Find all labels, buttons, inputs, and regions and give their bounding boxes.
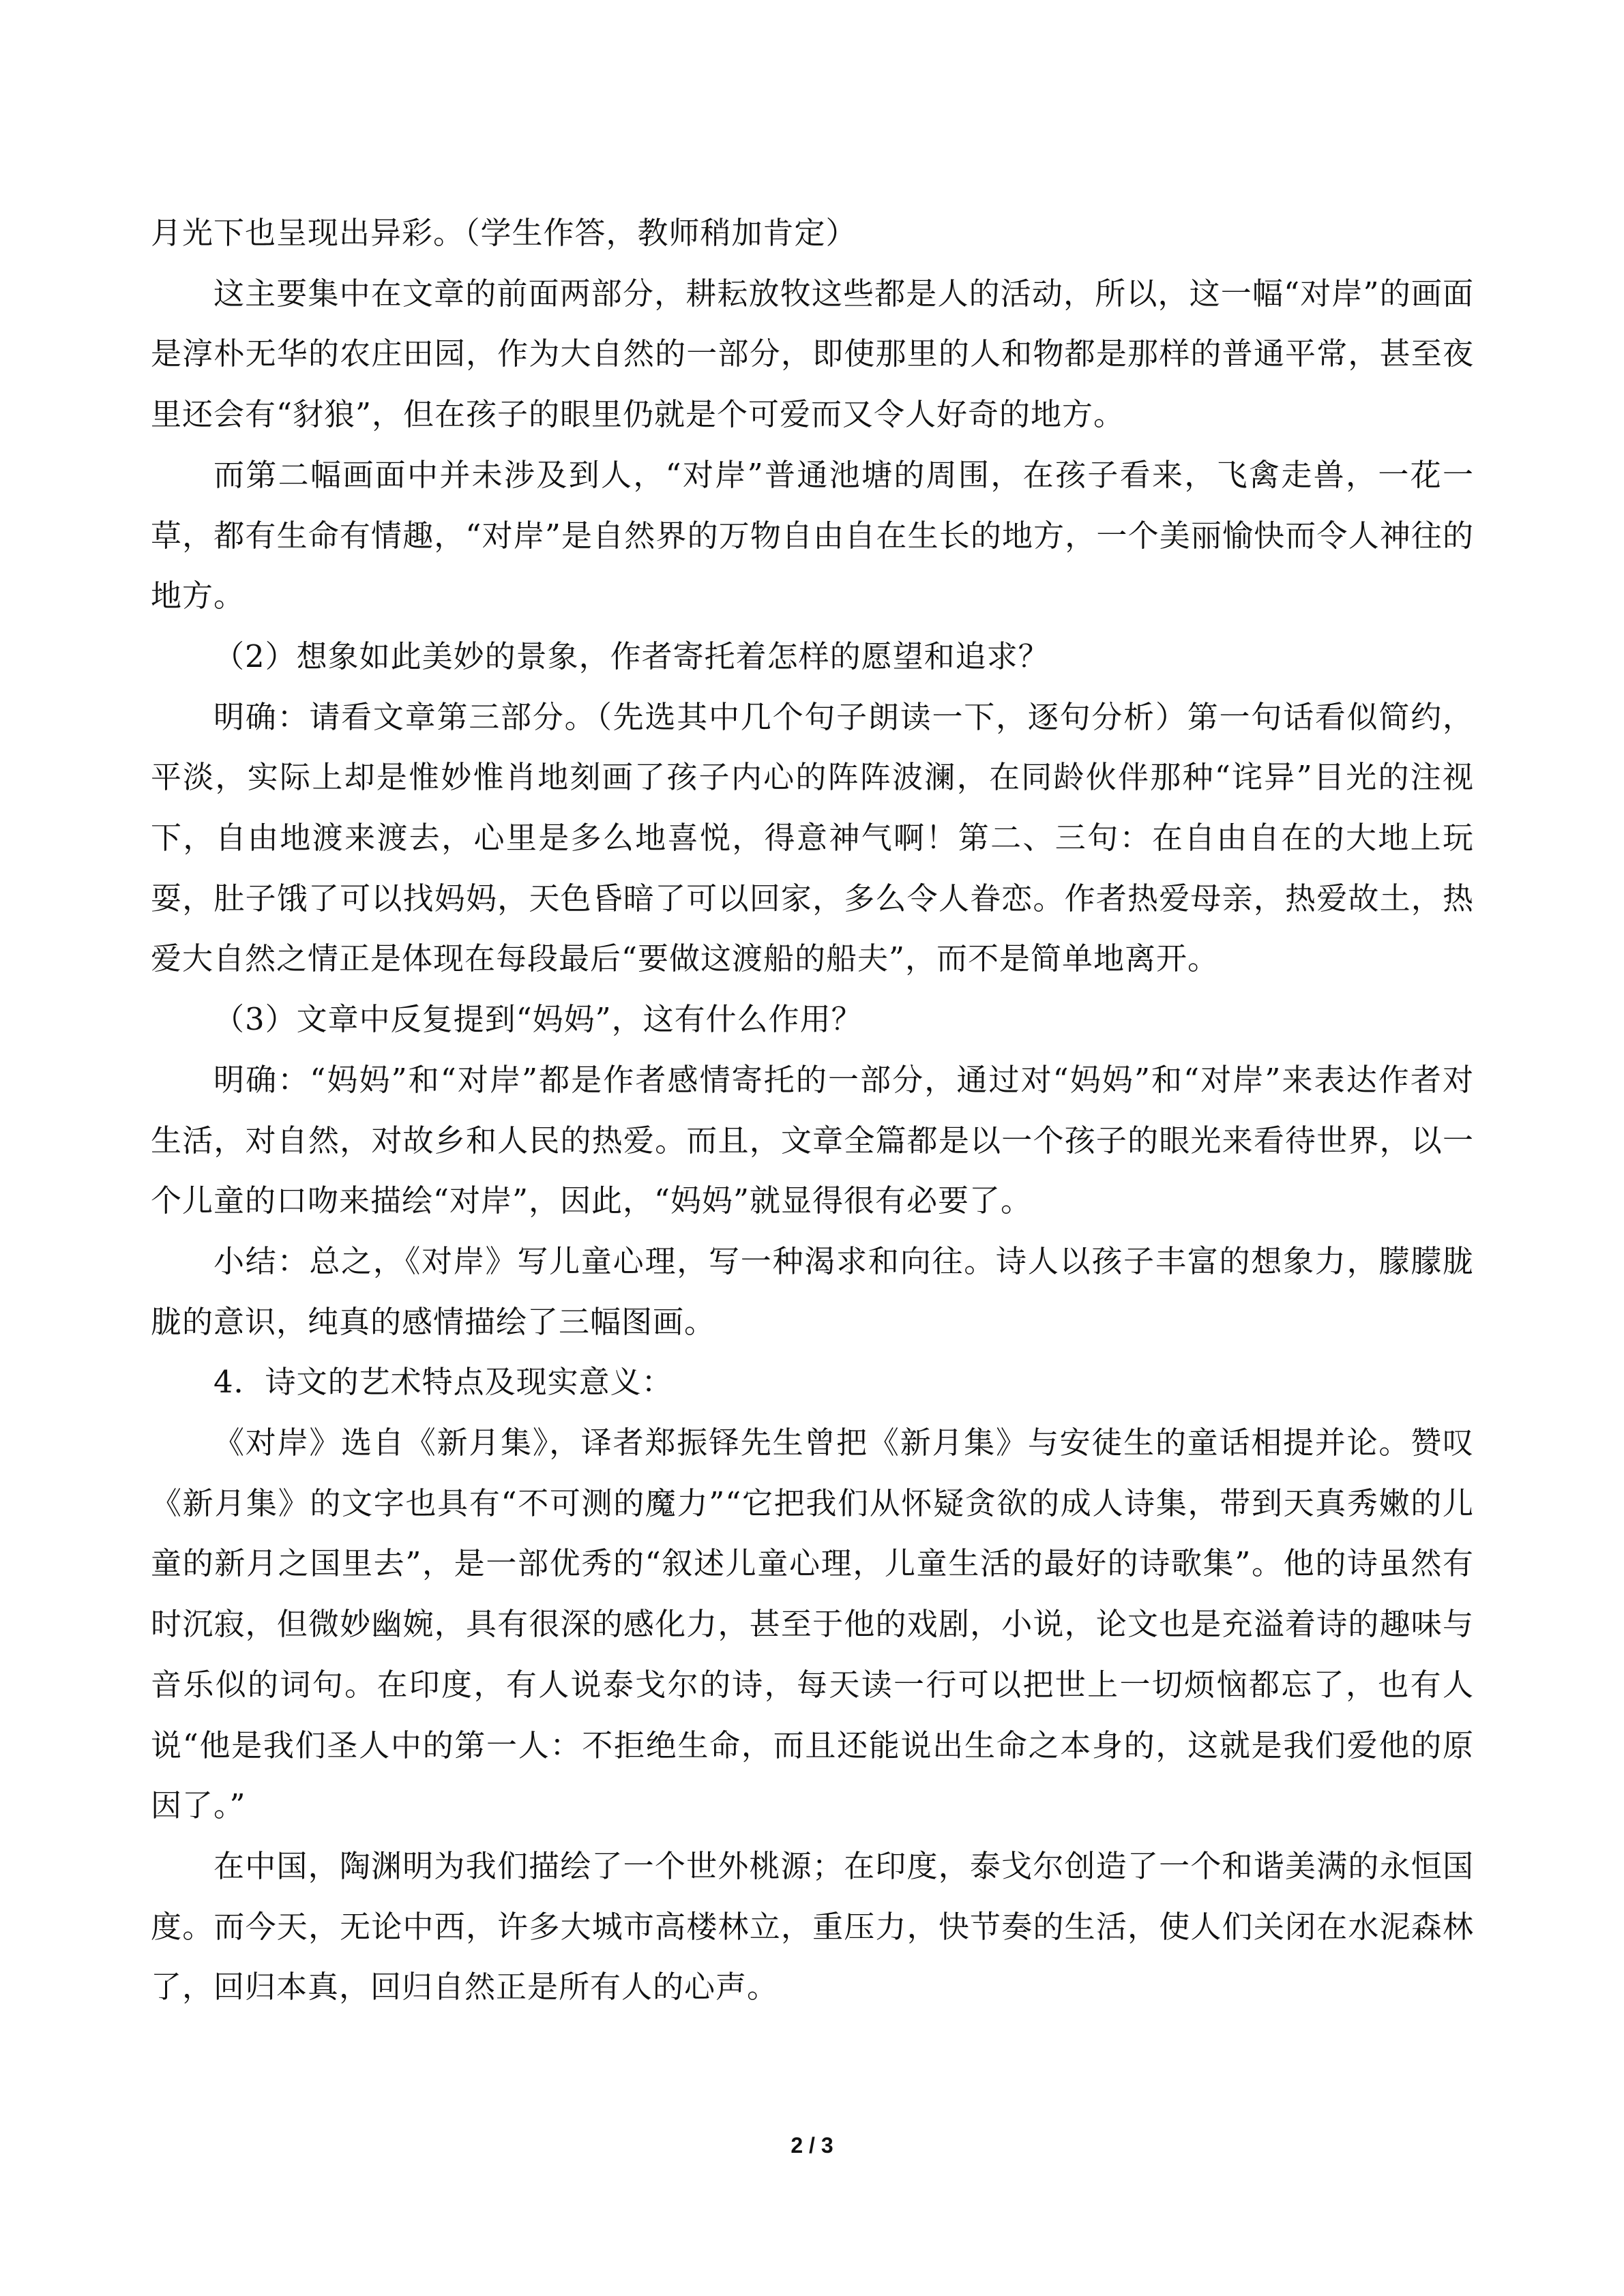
answer-3: 明确：“妈妈”和“对岸”都是作者感情寄托的一部分，通过对“妈妈”和“对岸”来表达作者对生活，对自然，对故乡和人民的热爱。而且，文章全篇都是以一个孩子的眼光来看待世界，以一个儿童的口吻来描绘“对岸”，因此，“妈妈”就显得很有必要了。 [151,1061,1474,1219]
question-3: （3）文章中反复提到“妈妈”，这有什么作用？ [213,1001,863,1038]
answer-2: 明确：请看文章第三部分。（先选其中几个句子朗读一下，逐句分析）第一句话看似简约，平淡，实际上却是惟妙惟肖地刻画了孩子内心的阵阵波澜，在同龄伙伴那种“诧异”目光的注视下，自由地渡来渡去，心里是多么地喜悦，得意神气啊！第二、三句：在自由自在的大地上玩耍，肚子饿了可以找妈妈，天色昏暗了可以回家，多么令人眷恋。作者热爱母亲，热爱故土，热爱大自然之情正是体现在每段最后“要做这渡船的船夫”，而不是简单地离开。 [151,698,1474,977]
section-heading-4: 4．诗文的艺术特点及现实意义： [213,1364,673,1401]
summary-paragraph: 小结：总之，《对岸》写儿童心理，写一种渴求和向往。诗人以孩子丰富的想象力，朦朦胧胧的意识，纯真的感情描绘了三幅图画。 [151,1242,1474,1340]
paragraph-crescent-moon: 《对岸》选自《新月集》，译者郑振铎先生曾把《新月集》与安徒生的童话相提并论。赞叹《新月集》的文字也具有“不可测的魔力”“它把我们从怀疑贪欲的成人诗集，带到天真秀嫩的儿童的新月之国里去”，是一部优秀的“叙述儿童心理，儿童生活的最好的诗歌集”。他的诗虽然有时沉寂，但微妙幽婉，具有很深的感化力，甚至于他的戏剧，小说，论文也是充溢着诗的趣味与音乐似的词句。在印度，有人说泰戈尔的诗，每天读一行可以把世上一切烦恼都忘了，也有人说“他是我们圣人中的第一人：不拒绝生命，而且还能说出生命之本身的，这就是我们爱他的原因了。” [151,1425,1474,1824]
question-2: （2）想象如此美妙的景象，作者寄托着怎样的愿望和追求？ [213,638,1050,674]
paragraph-continuation: 月光下也呈现出异彩。（学生作答，教师稍加肯定） [151,215,857,251]
body-text [151,203,1474,2018]
page-number: 2 / 3 [791,2133,833,2158]
paragraph-second-picture: 而第二幅画面中并未涉及到人，“对岸”普通池塘的周围，在孩子看来，飞禽走兽，一花一草，都有生命有情趣，“对岸”是自然界的万物自由自在生长的地方，一个美丽愉快而令人神往的地方。 [151,456,1474,614]
paragraph-conclusion: 在中国，陶渊明为我们描绘了一个世外桃源；在印度，泰戈尔创造了一个和谐美满的永恒国度。而今天，无论中西，许多大城市高楼林立，重压力，快节奏的生活，使人们关闭在水泥森林了，回归本真，回归自然正是所有人的心声。 [151,1847,1474,2006]
paragraph-first-picture: 这主要集中在文章的前面两部分，耕耘放牧这些都是人的活动，所以，这一幅“对岸”的画面是淳朴无华的农庄田园，作为大自然的一部分，即使那里的人和物都是那样的普通平常，甚至夜里还会有“豺狼”，但在孩子的眼里仍就是个可爱而又令人好奇的地方。 [151,275,1474,433]
